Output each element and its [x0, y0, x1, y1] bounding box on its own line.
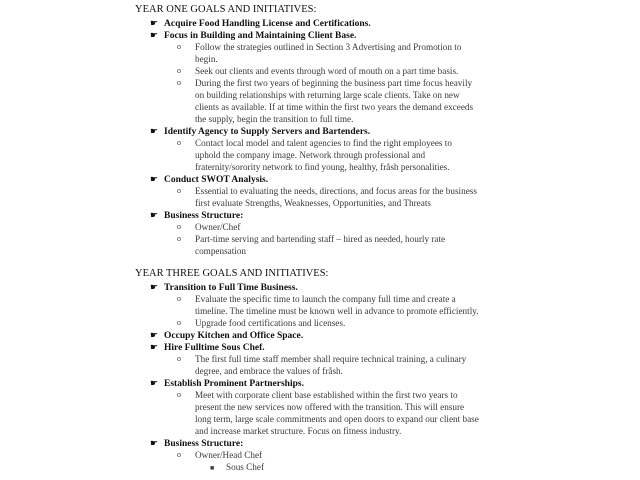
circle-o-icon: o: [177, 354, 181, 363]
list-item: o Upgrade food certifications and licenses.: [177, 318, 346, 328]
pointing-hand-icon: ☛: [150, 438, 159, 448]
pointing-hand-icon: ☛: [150, 342, 159, 352]
goal-item: ☛ Identify Agency to Supply Servers and Bartenders.: [150, 126, 371, 137]
list-item: o Essential to evaluating the needs, directions, and focus areas for the business first evaluate Strengths, Weaknesses, Opportunities, and Threats: [177, 186, 477, 208]
goal-item: ☛ Transition to Full Time Business.: [150, 282, 298, 293]
list-item: o Meet with corporate client base established within the first two years to present the new services now offered with the transition. This will ensure long term, large scale commitments and open doors to expand our client base and increase market structure. Focus on fitness industry.: [177, 390, 479, 436]
list-item: o During the first two years of beginning the business part time focus heavily on building relationships with returning large scale clients. Take on new clients as available. If at time within the first two years the demand exceeds the supply, begin the transition to full time.: [177, 78, 474, 124]
list-item: o Follow the strategies outlined in Section 3 Advertising and Promotion to begin.: [177, 42, 462, 64]
goal-item: ☛ Focus in Building and Maintaining Client Base.: [150, 30, 357, 41]
list-item: o Owner/Head Chef: [177, 450, 263, 460]
list-item: o Seek out clients and events through word of mouth on a part time basis.: [177, 66, 459, 76]
pointing-hand-icon: ☛: [150, 126, 159, 136]
list-item: o Contact local model and talent agencies to find the right employees to uphold the company image. Network through professional and fraternity/sorority network to find young, healthy, fråsh personalities.: [177, 138, 452, 172]
pointing-hand-icon: ☛: [150, 378, 159, 388]
square-icon: ■: [210, 464, 215, 472]
goal-item: ☛ Business Structure:: [150, 210, 244, 221]
list-item: o Part-time serving and bartending staff – hired as needed, hourly rate compensation: [177, 234, 446, 256]
year-three-heading: YEAR THREE GOALS AND INITIATIVES:: [135, 268, 329, 279]
list-item: o Owner/Chef: [177, 222, 241, 232]
year-one-heading: YEAR ONE GOALS AND INITIATIVES:: [135, 4, 317, 15]
pointing-hand-icon: ☛: [150, 18, 159, 28]
circle-o-icon: o: [177, 234, 181, 243]
circle-o-icon: o: [177, 450, 181, 459]
circle-o-icon: o: [177, 78, 181, 87]
goal-item: ☛ Business Structure:: [150, 438, 244, 449]
pointing-hand-icon: ☛: [150, 210, 159, 220]
pointing-hand-icon: ☛: [150, 330, 159, 340]
circle-o-icon: o: [177, 138, 181, 147]
pointing-hand-icon: ☛: [150, 30, 159, 40]
goal-item: ☛ Conduct SWOT Analysis.: [150, 174, 269, 185]
pointing-hand-icon: ☛: [150, 174, 159, 184]
pointing-hand-icon: ☛: [150, 282, 159, 292]
list-item: o The first full time staff member shall require technical training, a culinary degree, and embrace the values of fråsh.: [177, 354, 467, 376]
goal-item: ☛ Occupy Kitchen and Office Space.: [150, 330, 304, 341]
circle-o-icon: o: [177, 222, 181, 231]
circle-o-icon: o: [177, 390, 181, 399]
circle-o-icon: o: [177, 294, 181, 303]
list-item: o Evaluate the specific time to launch the company full time and create a timeline. The timeline must be known well in advance to promote efficiently.: [177, 294, 479, 316]
circle-o-icon: o: [177, 318, 181, 327]
sub-list-item: ■ Sous Chef: [210, 462, 265, 472]
circle-o-icon: o: [177, 186, 181, 195]
goal-item: ☛ Acquire Food Handling License and Certifications.: [150, 18, 371, 29]
goal-item: ☛ Hire Fulltime Sous Chef.: [150, 342, 265, 353]
circle-o-icon: o: [177, 42, 181, 51]
circle-o-icon: o: [177, 66, 181, 75]
goal-item: ☛ Establish Prominent Partnerships.: [150, 378, 304, 389]
